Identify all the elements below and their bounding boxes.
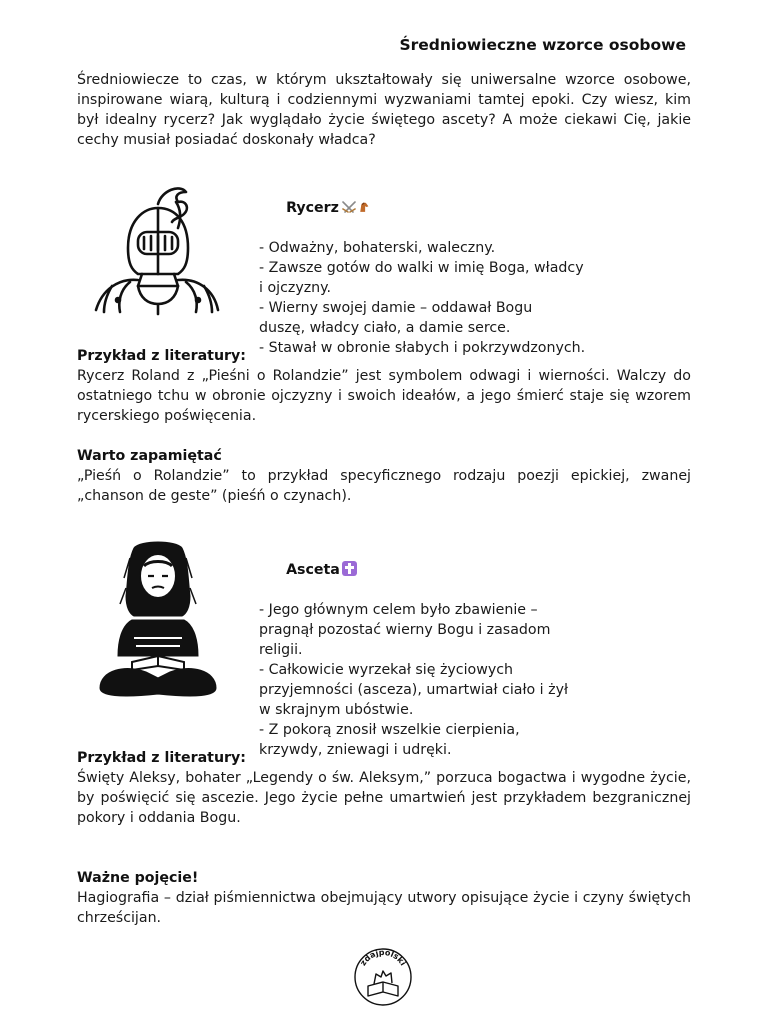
ascetic-line: krzywdy, zniewagi i udręki. [259, 742, 452, 758]
meditating-ascetic-illustration [96, 538, 220, 702]
knight-line: - Stawał w obronie słabych i pokrzywdzonych. [259, 340, 586, 356]
intro-paragraph: Średniowiecze to czas, w którym ukształtowały się uniwersalne wzorce osobowe, inspirowane wiarą, kulturą i codziennymi wyzwaniami tamtej epoki. Czy wiesz, kim był idealny rycerz? Jak wyglądało życie świętego ascety? A może ciekawi Cię, jakie cechy musiał posiadać doskonały władca? [77, 72, 691, 148]
ascetic-line: - Całkowicie wyrzekał się życiowych [259, 662, 514, 678]
zdajpolski-logo [352, 946, 414, 1008]
remember-heading: Warto zapamiętać [77, 448, 222, 464]
knight-helmet-illustration [88, 182, 224, 316]
ascetic-line: w skrajnym ubóstwie. [259, 702, 414, 718]
ascetic-heading: Asceta [286, 562, 340, 578]
ascetic-line: - Jego głównym celem było zbawienie – [259, 602, 538, 618]
svg-text:zdajpolski: zdajpolski [358, 947, 408, 968]
concept-text: Hagiografia – dział piśmiennictwa obejmujący utwory opisujące życie i czyny świętych chrześcijan. [77, 890, 691, 926]
page-title: Średniowieczne wzorce osobowe [399, 36, 686, 54]
knight-line: - Zawsze gotów do walki w imię Boga, władcy [259, 260, 584, 276]
ascetic-line: przyjemności (asceza), umartwiał ciało i żył [259, 682, 569, 698]
ascetic-line: religii. [259, 642, 303, 658]
concept-heading: Ważne pojęcie! [77, 870, 199, 886]
ascetic-line: pragnął pozostać wierny Bogu i zasadom [259, 622, 551, 638]
example2-heading: Przykład z literatury: [77, 750, 246, 766]
remember-text: „Pieśń o Rolandzie” to przykład specyficznego rodzaju poezji epickiej, zwanej „chanson de geste” (pieśń o czynach). [77, 468, 691, 504]
example1-heading: Przykład z literatury: [77, 348, 246, 364]
knight-line: duszę, władcy ciało, a damie serce. [259, 320, 511, 336]
ascetic-card [259, 540, 619, 760]
latin-cross-icon [342, 561, 357, 576]
knight-line: - Wierny swojej damie – oddawał Bogu [259, 300, 533, 316]
knight-line: - Odważny, bohaterski, waleczny. [259, 240, 496, 256]
example1-text: Rycerz Roland z „Pieśni o Rolandzie” jest symbolem odwagi i wierności. Walczy do ostatniego tchu w obronie ojczyzny i swoich ideałów, a jego śmierć staje się wzorem rycerskiego poświęcenia. [77, 368, 691, 424]
knight-card [259, 178, 619, 358]
knight-heading: Rycerz [286, 200, 339, 216]
crossed-swords-icon [341, 200, 357, 214]
ascetic-line: - Z pokorą znosił wszelkie cierpienia, [259, 722, 520, 738]
example2-text: Święty Aleksy, bohater „Legendy o św. Aleksym,” porzuca bogactwa i wygodne życie, by poświęcić się ascezie. Jego życie pełne umartwień jest przykładem bezgranicznej pokory i oddania Bogu. [77, 770, 691, 826]
knight-line: i ojczyzny. [259, 280, 332, 296]
horse-head-icon [357, 200, 370, 214]
